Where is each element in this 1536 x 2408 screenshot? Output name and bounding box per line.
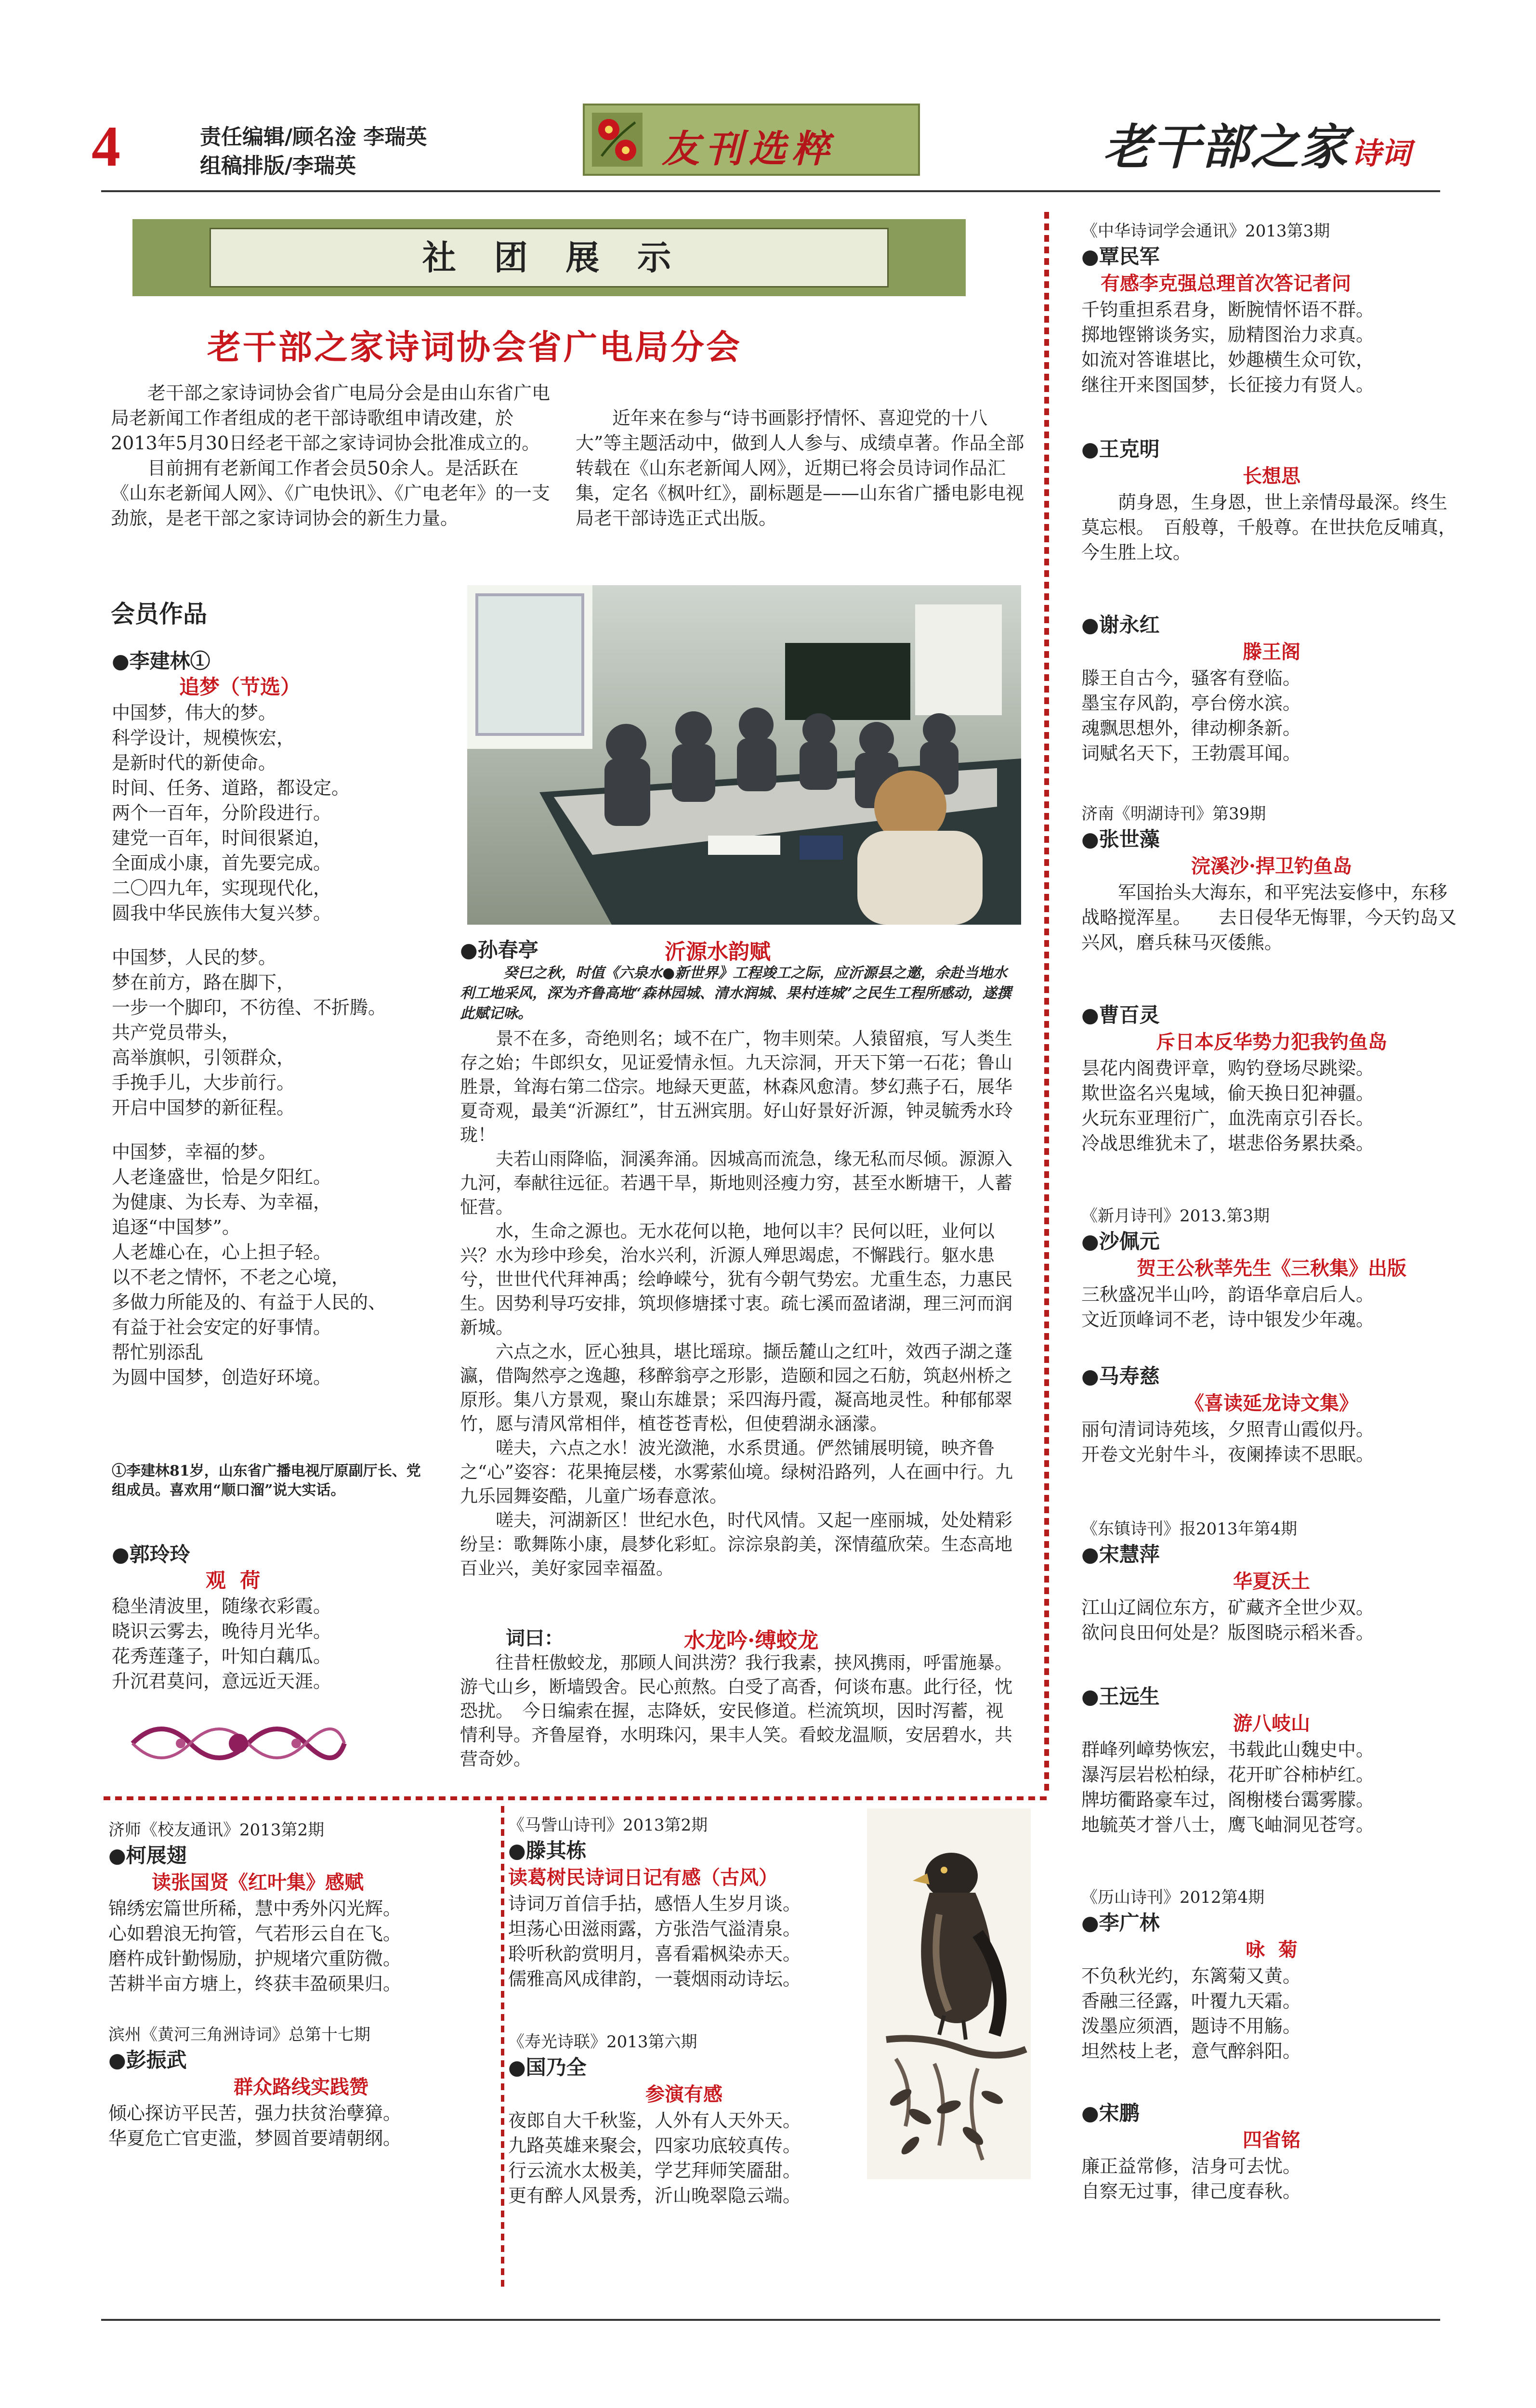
sun-title: 沂源水韵赋: [665, 940, 771, 964]
poem-line: 圆我中华民族伟大复兴梦。: [112, 903, 332, 924]
feature-headline: 老干部之家诗词协会省广电局分会: [207, 327, 742, 367]
prose-paragraph: 水，生命之源也。无水花何以艳，地何以丰？民何以旺，业何以兴？水为珍中珍矣，治水兴利，沂源人殚思竭虑，不懈践行。躯水患兮，世世代代拜神禹；绘峥嵘兮，犹有今朝气势宏。尤重生态，力惠民生。因势利导巧安排，筑坝修塘揉寸衷。疏七溪而盈诸湖，理三河而润新城。: [460, 1221, 1012, 1338]
author-name: ●彭振武: [108, 2048, 187, 2072]
poem-line: 开卷文光射牛斗，夜阑捧读不思眠。: [1081, 1444, 1375, 1465]
poem-line: 有益于社会安定的好事情。: [112, 1317, 332, 1338]
eagle-painting: [867, 1808, 1031, 2179]
poem-title: 浣溪沙·捍卫钓鱼岛: [1191, 855, 1352, 877]
poem-line: 心如碧浪无拘管，气若形云自在飞。: [108, 1923, 402, 1944]
poem-line: 苦耕半亩方塘上，终获丰盈硕果归。: [108, 1973, 402, 1994]
bl-item-1: [108, 1818, 494, 1996]
poem-title: 华夏沃土: [1233, 1570, 1310, 1593]
poem-line: 是新时代的新使命。: [112, 752, 277, 773]
intro-paragraph: 近年来在参与“诗书画影抒情怀、喜迎党的十八大”等主题活动中，做到人人参与、成绩卓著。作品全部转载在《山东老新闻人网》，近期已将会员诗词作品汇集，定名《枫叶红》，副标题是——山东省广播电影电视局老干部诗选正式出版。: [576, 407, 1024, 529]
sun-preface: 癸巳之秋，时值《六泉水●新世界》工程竣工之际，应沂源县之邀，余赴当地水利工地采风，深为齐鲁高地“森林园城、清水润城、果村连城”之民生工程所感动，遂撰此赋记咏。: [460, 965, 1011, 1022]
prose-paragraph: 夫若山雨降临，洞溪奔涌。因城高而流急，缘无私而尽倾。源源入九河，奉献往远征。若遇干旱，斯地则泾瘦力穷，甚至水断塘干，人蓄怔营。: [460, 1149, 1012, 1217]
poem-line: 江山辽阔位东方，矿藏齐全世少双。: [1081, 1597, 1375, 1618]
poem-line: 行云流水太极美，学艺拜师笑靥甜。: [508, 2160, 801, 2181]
divider-bottom: [104, 1796, 1050, 1800]
poem-line: 为健康、为长寿、为幸福，: [112, 1191, 332, 1213]
prose-paragraph: 六点之水，匠心独具，堪比瑶琼。撷岳麓山之红叶，效西子湖之蓬瀛，借陶然亭之逸趣，移醉翁亭之形影，造颐和园之石舫，筑赵州桥之原形。集八方景观，聚山东雄景；采四海丹霞，凝高地灵性。种郁郁翠竹，愿与清风常相伴，植苍苍青松，但使碧湖永涵濛。: [460, 1341, 1012, 1434]
bm-item-2: [508, 2030, 860, 2208]
rc-item-10: [1081, 1885, 1462, 2064]
prose-paragraph: 嗟夫，六点之水！波光潋滟，水系贯通。俨然铺展明镜，映齐鲁之“心”姿容：花果掩层楼，水雾萦仙境。绿树沿路列，人在画中行。九九乐园舞姿酷，儿童广场春意浓。: [460, 1438, 1013, 1506]
intro-paragraph: 目前拥有老新闻工作者会员50余人。是活跃在《山东老新闻人网》、《广电快讯》、《广电老年》的一支劲旅，是老干部之家诗词协会的新生力量。: [111, 458, 551, 529]
author-name: ●沙佩元: [1081, 1230, 1160, 1253]
rc-item-3: [1081, 612, 1462, 766]
poem-line: 时间、任务、道路，都设定。: [112, 777, 350, 798]
rc-item-5: [1081, 1002, 1462, 1156]
poem-line: 中国梦，幸福的梦。: [112, 1141, 277, 1163]
sun-author: ●孙春亭: [460, 938, 538, 962]
rc-item-4: [1081, 802, 1462, 955]
source: 《东镇诗刊》报2013年第4期: [1081, 1519, 1298, 1539]
section-banner-title: 社 团 展 示: [422, 237, 676, 277]
author-name: ●郭玲玲: [112, 1543, 190, 1566]
poem-line: 倾心探访平民苦，强力扶贫治孽獐。: [108, 2103, 402, 2124]
source: 滨州《黄河三角洲诗词》总第十七期: [108, 2025, 370, 2044]
poem-line: 泼墨应须酒，题诗不用觞。: [1081, 2015, 1301, 2037]
poem-line: 香融三径露，叶覆九天霜。: [1081, 1990, 1301, 2012]
author-name: ●滕其栋: [508, 1839, 587, 1862]
rc-item-7: [1081, 1363, 1462, 1467]
source: 《新月诗刊》2013.第3期: [1081, 1206, 1270, 1226]
poem-line: 磨杵成针勤惕励，护规堵穴重防微。: [108, 1948, 402, 1969]
poem-li-jianlin: [112, 648, 459, 1390]
poem-title: 读葛树民诗词日记有感（古风）: [508, 1866, 778, 1889]
poem-line: 全面成小康，首先要完成。: [112, 852, 332, 874]
flower-ornament-icon: [592, 113, 643, 167]
poem-title: 咏 菊: [1246, 1938, 1298, 1961]
author-name: ●覃民军: [1081, 245, 1160, 268]
poem-title: 滕王阁: [1243, 641, 1300, 663]
poem-line: 词赋名天下，王勃震耳闻。: [1081, 743, 1301, 764]
poem-line: 文近顶峰词不老，诗中银发少年魂。: [1081, 1309, 1375, 1330]
poem-line: 追逐“中国梦”。: [112, 1217, 240, 1238]
author-name: ●马寿慈: [1081, 1364, 1160, 1388]
poem-line: 华夏危亡官吏滥，梦圆首要靖朝纲。: [108, 2128, 402, 2149]
source: 济南《明湖诗刊》第39期: [1081, 804, 1266, 824]
poem-title: 游八岐山: [1233, 1712, 1310, 1735]
poem-line: 夜郎自大千秋鉴，人外有人天外天。: [508, 2110, 801, 2131]
poem-text: 荫身恩，生身恩，世上亲情母最深。终生莫忘根。 百般尊，千般尊。在世扶危反哺真，今生胜上坟。: [1081, 492, 1457, 563]
author-name: ●李广林: [1081, 1911, 1160, 1935]
author-name: ●李建林①: [112, 649, 210, 673]
prose-paragraph: 嗟夫，河湖新区！世纪水色，时代风情。又起一座丽城，处处精彩纷呈：歌舞陈小康，晨梦化彩虹。淙淙泉韵美，深情蕴欣荣。生态高地百业兴，美好家园幸福盈。: [460, 1510, 1012, 1579]
footnote: ①李建林81岁，山东省广播电视厅原副厅长、党组成员。喜欢用“顺口溜”说大实话。: [112, 1463, 421, 1499]
author-name: ●王克明: [1081, 437, 1160, 461]
poem-line: 锦绣宏篇世所稀，慧中秀外闪光辉。: [108, 1898, 402, 1919]
poem-line: 更有醉人风景秀，沂山晚翠隐云端。: [508, 2185, 801, 2206]
section-banner: [132, 219, 966, 296]
decorative-ornament-icon: [123, 1714, 354, 1772]
masthead: [1103, 108, 1469, 176]
rc-item-2: [1081, 436, 1462, 565]
bm-item-1: [508, 1813, 860, 1991]
poem-line: 花秀莲蓬子，叶知白藕瓜。: [112, 1646, 332, 1667]
column-title-box: [583, 104, 920, 176]
rc-item-11: [1081, 2100, 1462, 2204]
poem-line: 不负秋光约，东篱菊又黄。: [1081, 1965, 1301, 1987]
poem-title: 有感李克强总理首次答记者问: [1101, 272, 1351, 295]
poem-line: 科学设计，规模恢宏，: [112, 727, 295, 748]
rc-item-1: [1081, 219, 1462, 397]
source: 《寿光诗联》2013第六期: [508, 2032, 697, 2052]
poem-line: 建党一百年，时间很紧迫，: [112, 827, 332, 849]
poem-title: 贺王公秋莘先生《三秋集》出版: [1137, 1257, 1406, 1280]
poem-title: 《喜读延龙诗文集》: [1185, 1392, 1358, 1414]
source: 《马訾山诗刊》2013第2期: [508, 1816, 708, 1835]
source: 济师《校友通讯》2013第2期: [108, 1820, 325, 1840]
poem-line: 儒雅高风成律韵，一蓑烟雨动诗坛。: [508, 1968, 801, 1989]
poem-line: 丽句清词诗苑垓，夕照青山霞似丹。: [1081, 1419, 1375, 1440]
poem-title: 群众路线实践赞: [234, 2076, 368, 2098]
poem-title: 追梦（节选）: [179, 675, 301, 699]
section-banner-inner: [210, 228, 889, 288]
author-name: ●柯展翅: [108, 1844, 187, 1867]
poem-line: 如流对答谁堪比，妙趣横生众可钦，: [1081, 349, 1375, 370]
poem-line: 梦在前方，路在脚下，: [112, 972, 295, 993]
poem-line: 多做力所能及的、有益于人民的、: [112, 1292, 387, 1313]
poem-line: 昙花内阁费评章，购钓登场尽跳梁。: [1081, 1058, 1375, 1079]
poem-line: 坦荡心田滋雨露，方张浩气溢清泉。: [508, 1918, 801, 1939]
poem-line: 牌坊衢路豪车过，阁榭楼台霭雾朦。: [1081, 1789, 1375, 1810]
author-name: ●曹百灵: [1081, 1003, 1160, 1027]
ci-title: 水龙吟·缚蛟龙: [684, 1628, 819, 1653]
poem-title: 斥日本反华势力犯我钓鱼岛: [1156, 1031, 1387, 1053]
divider-bottom-mid: [501, 1806, 504, 2288]
poem-line: 欲问良田何处是？版图晓示稻米香。: [1081, 1622, 1375, 1643]
intro-left: [111, 380, 554, 531]
intro-right: [576, 406, 1026, 531]
poem-line: 高举旗帜，引领群众，: [112, 1047, 295, 1068]
bottom-rule: [101, 2319, 1440, 2321]
rc-item-6: [1081, 1204, 1462, 1332]
author-name: ●宋慧萍: [1081, 1543, 1160, 1566]
rc-item-9: [1081, 1683, 1462, 1837]
poem-line: 千钧重担系君身，断腕情怀语不群。: [1081, 299, 1375, 320]
poem-line: 廉正益常修，洁身可去忧。: [1081, 2156, 1301, 2177]
poem-line: 坦然枝上老，意气醉斜阳。: [1081, 2041, 1301, 2062]
poem-line: 掷地铿锵谈务实，励精图治力求真。: [1081, 324, 1375, 345]
poem-line: 人老雄心在，心上担子轻。: [112, 1242, 332, 1263]
poem-line: 火玩东亚理衍广，血洗南京引吞长。: [1081, 1108, 1375, 1129]
poem-line: 瀑泻层岩松柏绿，花开旷谷柿栌红。: [1081, 1764, 1375, 1785]
poem-line: 九路英雄来聚会，四家功底较真传。: [508, 2135, 801, 2156]
poem-line: 冷战思维犹未了，堪悲俗务累扶桑。: [1081, 1133, 1375, 1154]
poem-line: 群峰列嶂势恢宏，书载此山魏史中。: [1081, 1739, 1375, 1760]
author-name: ●宋鹏: [1081, 2101, 1140, 2125]
editor-line-1: 责任编辑/顾名淦 李瑞英: [200, 125, 427, 149]
intro-paragraph: 老干部之家诗词协会省广电局分会是由山东省广电局老新闻工作者组成的老干部诗歌组申请改建，於2013年5月30日经老干部之家诗词协会批准成立的。: [111, 382, 551, 454]
editor-line-2: 组稿排版/李瑞英: [200, 154, 356, 178]
poem-line: 开启中国梦的新征程。: [112, 1097, 295, 1118]
poem-title: 观 荷: [206, 1569, 261, 1592]
source: 《中华诗词学会通讯》2013第3期: [1081, 222, 1330, 241]
poem-line: 为圆中国梦，创造好环境。: [112, 1367, 332, 1388]
prose-paragraph: 景不在多，奇绝则名；域不在广，物丰则荣。人猿留痕，写人类生存之始；牛郎织女，见证爱情永恒。九天淙洞，开天下第一石花；鲁山胜景，耸海右第二岱宗。地緑天更蓝，林森风愈清。梦幻燕子石，展华夏奇观，最美“沂源红”，甘五洲宾朋。好山好景好沂源，钟灵毓秀水玲珑！: [460, 1028, 1013, 1145]
poem-guo-lingling: [112, 1541, 459, 1694]
poem-text: 军国抬头大海东，和平宪法妄修中，东移战略搅浑星。 去日侵华无悔罪，今天钓岛又兴风，磨兵秣马灭倭熊。: [1081, 882, 1457, 953]
poem-line: 二〇四九年，实现现代化，: [112, 877, 332, 899]
poem-line: 以不老之情怀，不老之心境，: [112, 1267, 350, 1288]
poem-line: 自察无过事，律己度春秋。: [1081, 2181, 1301, 2202]
source: 《历山诗刊》2012第4期: [1081, 1888, 1265, 1907]
poem-title: 长想思: [1243, 465, 1300, 487]
sun-body: [460, 1027, 1019, 1581]
author-name: ●谢永红: [1081, 613, 1160, 637]
poem-line: 欺世盗名兴鬼域，偷天换日犯神疆。: [1081, 1083, 1375, 1104]
poem-title: 读张国贤《红叶集》感赋: [152, 1871, 364, 1894]
column-divider-right: [1044, 212, 1049, 1792]
poem-line: 稳坐清波里，随缘衣彩霞。: [112, 1596, 332, 1617]
meeting-photo: [467, 585, 1021, 925]
poem-line: 墨宝存风韵，亭台傍水滨。: [1081, 693, 1301, 714]
masthead-suffix: 诗词: [1351, 136, 1411, 171]
poem-line: 三秋盛况半山吟，韵语华章启后人。: [1081, 1284, 1375, 1305]
column-title: 友刊选粹: [662, 127, 836, 171]
author-name: ●王远生: [1081, 1685, 1160, 1708]
poem-title: 参演有感: [645, 2083, 722, 2106]
masthead-calligraphy: 老干部之家: [1103, 118, 1349, 175]
poem-line: 人老逢盛世，恰是夕阳红。: [112, 1166, 332, 1188]
header-rule: [101, 190, 1440, 192]
page-number: 4: [92, 114, 120, 178]
poem-line: 升沉君莫问，意远近天涯。: [112, 1671, 332, 1692]
poem-line: 滕王自古今，骚客有登临。: [1081, 667, 1301, 689]
members-heading: 会员作品: [111, 600, 207, 628]
poem-line: 晓识云雾去，晚待月光华。: [112, 1621, 332, 1642]
poem-line: 聆听秋韵赏明月，喜看霜枫染赤天。: [508, 1943, 801, 1964]
ci-text: 往昔枉傲蛟龙，那顾人间洪涝？我行我素，挟风携雨，呼雷施暴。游弋山乡，断墙毁舍。民心煎熬。白受了高香，何谈布惠。此行径，忱恐扰。 今日编索在握，志降妖，安民修道。栏流筑坝，因时泻蓄，视情利导。齐鲁屋脊，水明珠闪，果丰人笑。看蛟龙温顺，安居碧水，共营奇妙。: [460, 1652, 1012, 1769]
poem-line: 中国梦，人民的梦。: [112, 947, 277, 968]
poem-line: 中国梦，伟大的梦。: [112, 702, 277, 723]
poem-line: 手挽手儿，大步前行。: [112, 1072, 295, 1093]
author-name: ●国乃全: [508, 2055, 587, 2079]
poem-line: 帮忙别添乱: [112, 1342, 204, 1363]
poem-line: 地毓英才誉八士，鹰飞岫洞见苍穹。: [1081, 1814, 1375, 1835]
poem-line: 共产党员带头，: [112, 1022, 240, 1043]
poem-line: 继往开来图国梦，长征接力有贤人。: [1081, 374, 1375, 395]
ci-label: 词曰：: [506, 1627, 564, 1649]
poem-line: 诗词万首信手拈，感悟人生岁月谈。: [508, 1893, 801, 1914]
bl-item-2: [108, 2023, 494, 2151]
poem-line: 两个一百年，分阶段进行。: [112, 802, 332, 824]
poem-line: 魂飘思想外，律动柳条新。: [1081, 718, 1301, 739]
rc-item-8: [1081, 1517, 1462, 1645]
poem-title: 四省铭: [1243, 2129, 1300, 2151]
poem-line: 一步一个脚印，不彷徨、不折腾。: [112, 997, 387, 1018]
author-name: ●张世藻: [1081, 827, 1160, 851]
